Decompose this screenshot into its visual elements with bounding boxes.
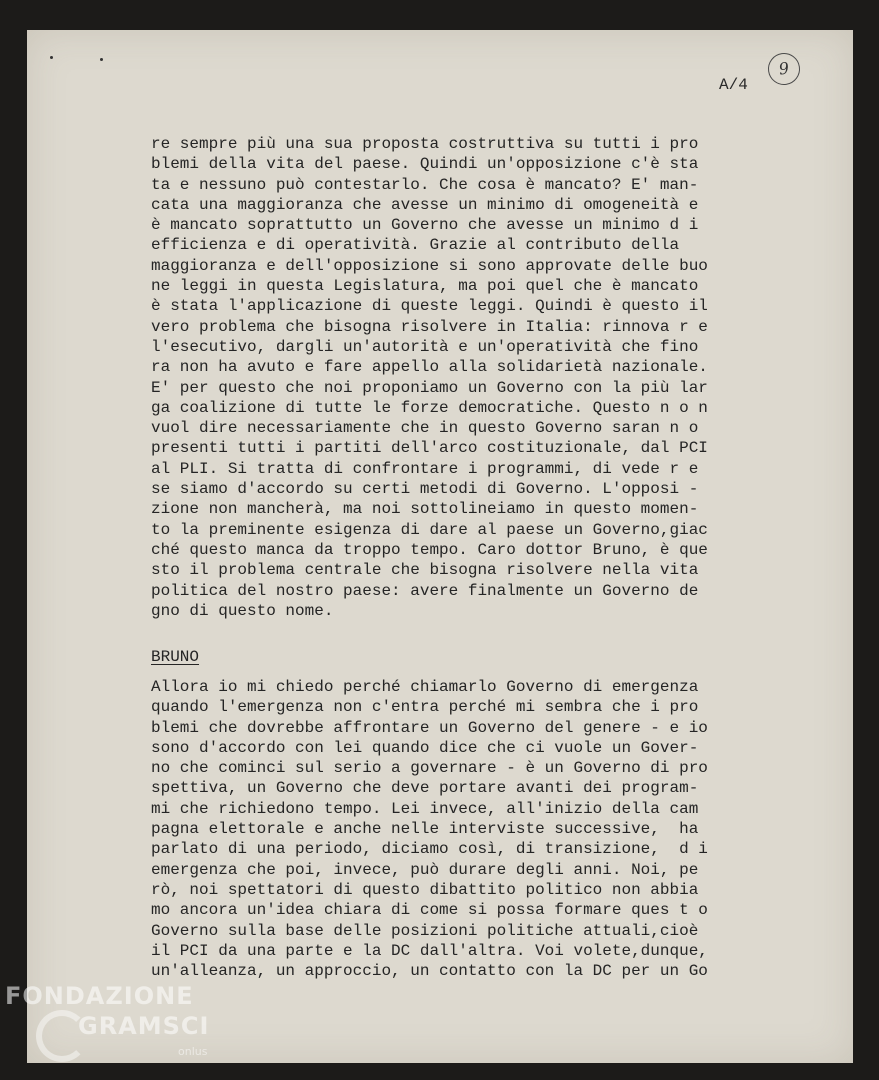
text-line: se siamo d'accordo su certi metodi di Governo. L'opposi -	[151, 480, 699, 499]
text-line: l'esecutivo, dargli un'autorità e un'operatività che fino	[151, 337, 699, 356]
text-line: vuol dire necessariamente che in questo Governo saran n o	[151, 419, 699, 438]
text-line: cata una maggioranza che avesse un minimo di omogeneità e	[151, 195, 699, 214]
text-line: è stata l'applicazione di queste leggi. Quindi è questo il	[151, 297, 708, 316]
text-line: è mancato soprattutto un Governo che avesse un minimo d i	[151, 216, 699, 235]
text-line: spettiva, un Governo che deve portare avanti dei program-	[151, 779, 699, 798]
text-line: Allora io mi chiedo perché chiamarlo Governo di emergenza	[151, 678, 699, 696]
text-line: pagna elettorale e anche nelle interviste successive, ha	[151, 820, 699, 839]
paragraph-2	[151, 677, 791, 981]
text-line: il PCI da una parte e la DC dall'altra. Voi volete,dunque,	[151, 941, 708, 960]
text-line: Governo sulla base delle posizioni politiche attuali,cioè	[151, 921, 699, 940]
text-line: blemi della vita del paese. Quindi un'opposizione c'è sta	[151, 155, 699, 174]
text-line: vero problema che bisogna risolvere in Italia: rinnova r e	[151, 317, 708, 336]
text-line: gno di questo nome.	[151, 601, 334, 620]
text-line: efficienza e di operatività. Grazie al contributo della	[151, 236, 680, 255]
text-line: rò, noi spettatori di questo dibattito politico non abbia	[151, 880, 699, 899]
text-line: presenti tutti i partiti dell'arco costituzionale, dal PCI	[151, 439, 708, 458]
text-line: blemi che dovrebbe affrontare un Governo del genere - e io	[151, 718, 708, 737]
text-line: al PLI. Si tratta di confrontare i programmi, di vede r e	[151, 459, 699, 478]
text-line: mo ancora un'idea chiara di come si possa formare ques t o	[151, 901, 708, 920]
watermark-line2: GRAMSCI	[78, 1012, 210, 1040]
text-line: re sempre più una sua proposta costruttiva su tutti i pro	[151, 135, 699, 153]
text-line: E' per questo che noi proponiamo un Governo con la più lar	[151, 378, 708, 397]
ink-dot	[50, 56, 53, 59]
text-line: un'alleanza, un approccio, un contatto con la DC per un Go	[151, 962, 708, 981]
text-line: no che cominci sul serio a governare - è un Governo di pro	[151, 759, 708, 778]
ink-dot	[100, 58, 103, 61]
text-line: ta e nessuno può contestarlo. Che cosa è mancato? E' man-	[151, 175, 699, 194]
text-line: parlato di una periodo, diciamo così, di transizione, d i	[151, 840, 708, 859]
speaker-name: BRUNO	[151, 648, 200, 666]
text-line: quando l'emergenza non c'entra perché mi sembra che i pro	[151, 698, 699, 717]
text-line: politica del nostro paese: avere finalmente un Governo de	[151, 581, 699, 600]
text-line: ne leggi in questa Legislatura, ma poi quel che è mancato	[151, 277, 699, 296]
page-reference: A/4	[719, 76, 748, 94]
text-line: to la preminente esigenza di dare al paese un Governo,giac	[151, 520, 708, 539]
page-number-stamp: 9	[766, 51, 802, 87]
text-line: ché questo manca da troppo tempo. Caro dottor Bruno, è que	[151, 540, 708, 559]
text-line: zione non mancherà, ma noi sottolineiamo in questo momen-	[151, 500, 699, 519]
text-line: emergenza che poi, invece, può durare degli anni. Noi, pe	[151, 860, 699, 879]
text-line: maggioranza e dell'opposizione si sono approvate delle buo	[151, 256, 708, 275]
watermark-line1: FONDAZIONE	[5, 982, 194, 1010]
text-line: mi che richiedono tempo. Lei invece, all'inizio della cam	[151, 799, 699, 818]
paragraph-1	[151, 134, 791, 621]
text-line: sono d'accordo con lei quando dice che ci vuole un Gover-	[151, 738, 699, 757]
text-line: ra non ha avuto e fare appello alla solidarietà nazionale.	[151, 358, 708, 377]
watermark-onlus: onlus	[178, 1045, 208, 1058]
text-line: sto il problema centrale che bisogna risolvere nella vita	[151, 561, 699, 580]
text-line: ga coalizione di tutte le forze democratiche. Questo n o n	[151, 398, 708, 417]
